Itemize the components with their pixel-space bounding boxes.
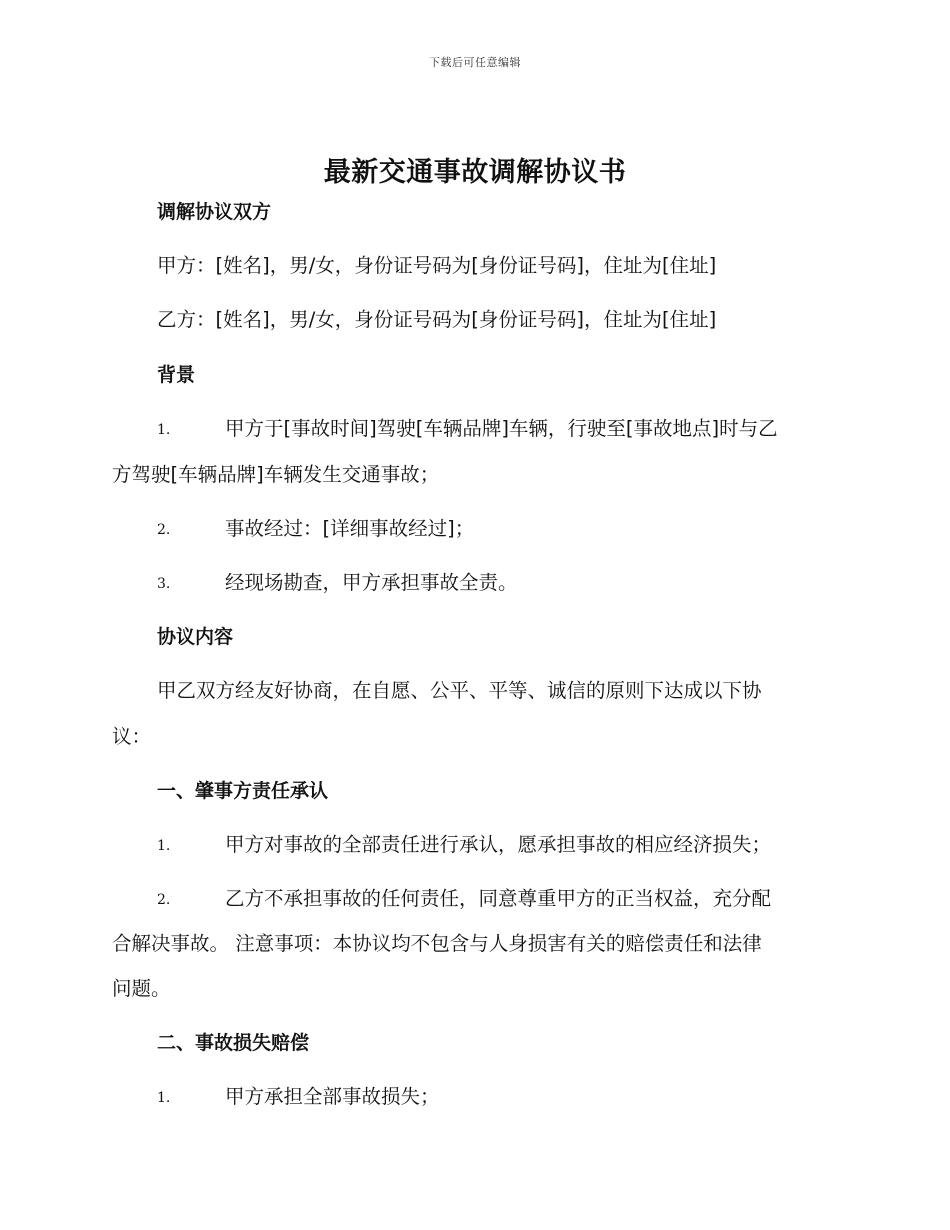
background-item-3-number: 3. <box>157 576 171 592</box>
section1-item-2-continuation: 合解决事故。 注意事项：本协议均不包含与人身损害有关的赔偿责任和法律 <box>112 932 762 955</box>
background-heading: 背景 <box>157 364 196 386</box>
header-note: 下载后可任意编辑 <box>429 56 521 69</box>
background-item-1-number: 1. <box>157 422 171 438</box>
parties-heading: 调解协议双方 <box>157 201 272 223</box>
document-title: 最新交通事故调解协议书 <box>323 157 627 188</box>
section1-item-2-continuation-2: 问题。 <box>112 977 171 1000</box>
background-item-3-text: 经现场勘查，甲方承担事故全责。 <box>225 571 518 594</box>
background-item-2-number: 2. <box>157 522 171 538</box>
agreement-intro: 甲乙双方经友好协商，在自愿、公平、平等、诚信的原则下达成以下协 <box>157 679 762 702</box>
party-b-line: 乙方：[姓名]，男/女，身份证号码为[身份证号码]，住址为[住址] <box>157 308 717 331</box>
background-item-1-text: 甲方于[事故时间]驾驶[车辆品牌]车辆，行驶至[事故地点]时与乙 <box>225 417 778 440</box>
background-item-2-text: 事故经过：[详细事故经过]； <box>225 517 475 540</box>
section1-item-2-number: 2. <box>157 892 171 908</box>
section1-item-1-number: 1. <box>157 838 171 854</box>
section2-item-1-number: 1. <box>157 1090 171 1106</box>
background-item-1-continuation: 方驾驶[车辆品牌]车辆发生交通事故； <box>112 463 440 486</box>
party-a-line: 甲方：[姓名]，男/女，身份证号码为[身份证号码]，住址为[住址] <box>157 254 717 277</box>
agreement-heading: 协议内容 <box>157 626 234 648</box>
section1-item-2-text: 乙方不承担事故的任何责任，同意尊重甲方的正当权益，充分配 <box>225 887 772 910</box>
section1-item-1-text: 甲方对事故的全部责任进行承认，愿承担事故的相应经济损失； <box>225 833 772 856</box>
section2-item-1-text: 甲方承担全部事故损失； <box>225 1085 440 1108</box>
section2-heading: 二、事故损失赔偿 <box>157 1032 310 1054</box>
agreement-intro-continuation: 议： <box>112 725 152 748</box>
section1-heading: 一、肇事方责任承认 <box>157 780 329 802</box>
